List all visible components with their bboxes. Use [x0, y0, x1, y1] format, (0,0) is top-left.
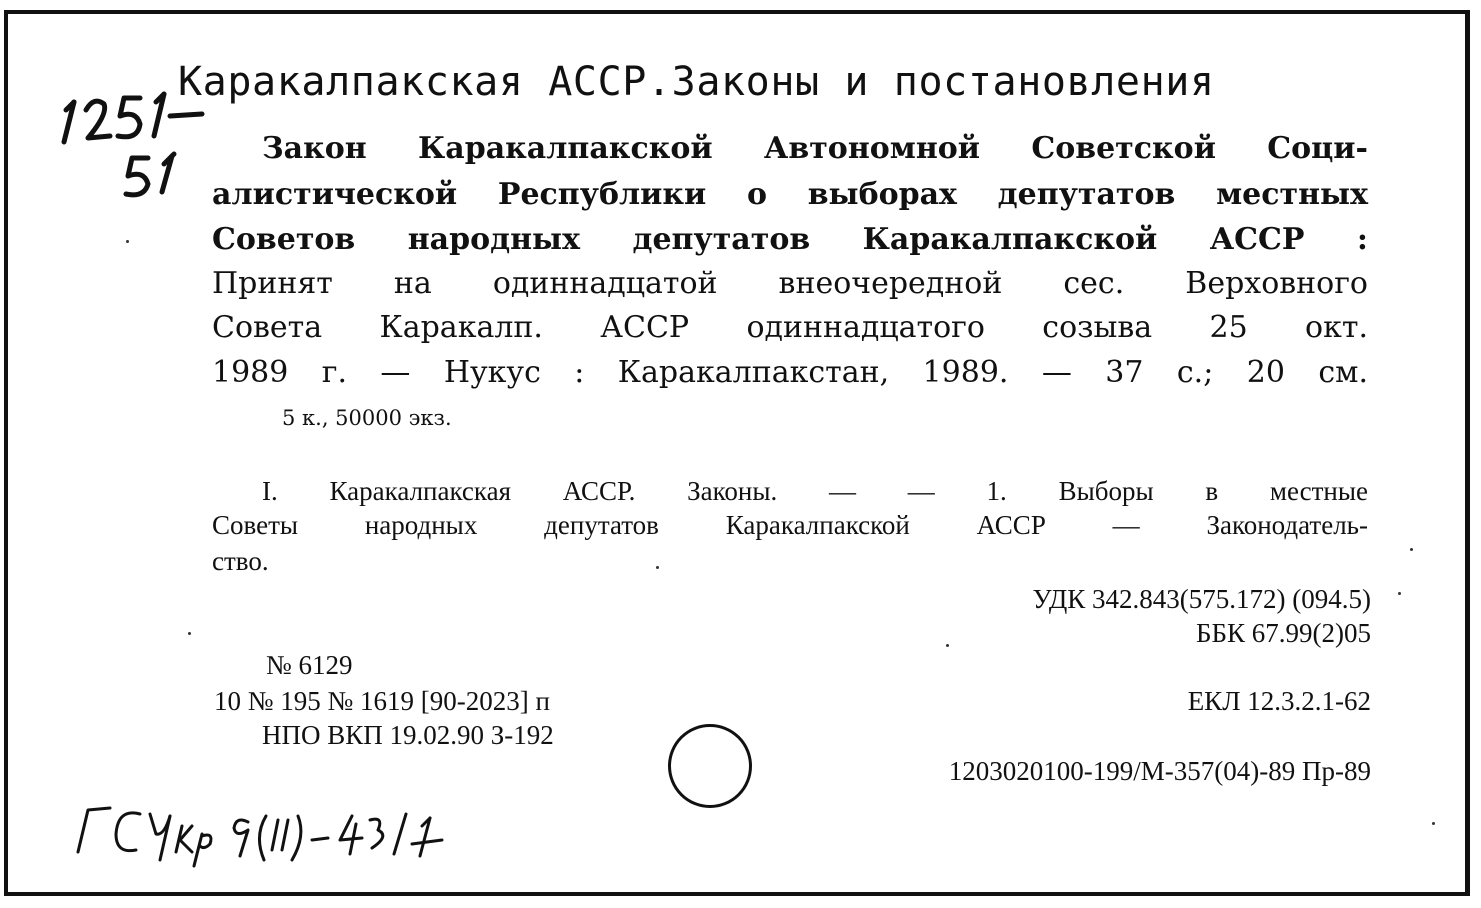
dust-speck [126, 240, 129, 243]
ekl-code: ЕКЛ 12.3.2.1-62 [1187, 686, 1371, 716]
title-line-2: алистической Республики о выборах депутатов местных [212, 177, 1368, 212]
subjects-line-1: I. Каракалпакская АССР. Законы. — — 1. Выборы в местные [262, 476, 1368, 506]
title-line-5: Совета Каракалп. АССР одиннадцатого созыва 25 окт. [212, 310, 1368, 345]
title-line-1: Закон Каракалпакской Автономной Советской Соци- [262, 131, 1368, 166]
index-code: 1203020100-199/М-357(04)-89 Пр-89 [948, 756, 1371, 786]
handwritten-footer-note [60, 790, 480, 880]
udk-code: УДК 342.843(575.172) (094.5) [1032, 584, 1371, 614]
npo-line: НПО ВКП 19.02.90 З-192 [262, 720, 554, 750]
heading-rule [1466, 62, 1469, 106]
title-line-4: Принят на одиннадцатой внеочередной сес. Верховного [212, 266, 1368, 301]
subjects-line-2: Советы народных депутатов Каракалпакской АССР — Законодатель- [212, 510, 1368, 540]
dust-speck [946, 644, 949, 647]
price-line: 5 к., 50000 экз. [282, 406, 452, 430]
title-line-6: 1989 г. — Нукус : Каракалпакстан, 1989. — 37 с.; 20 см. [212, 355, 1368, 390]
dust-speck [656, 566, 659, 569]
heading: Каракалпакская АССР.Законы и постановления [178, 59, 1215, 105]
dust-speck [1398, 592, 1401, 595]
dust-speck [188, 632, 191, 635]
stamp-circle [668, 724, 752, 808]
subjects-line-3: ство. [212, 546, 269, 576]
title-line-3: Советов народных депутатов Каракалпакской АССР : [212, 222, 1368, 257]
card-number: № 6129 [266, 650, 353, 680]
dust-speck [1410, 548, 1413, 551]
order-line: 10 № 195 № 1619 [90-2023] п [214, 686, 550, 716]
bbk-code: ББК 67.99(2)05 [1196, 618, 1371, 648]
dust-speck [1432, 822, 1435, 825]
